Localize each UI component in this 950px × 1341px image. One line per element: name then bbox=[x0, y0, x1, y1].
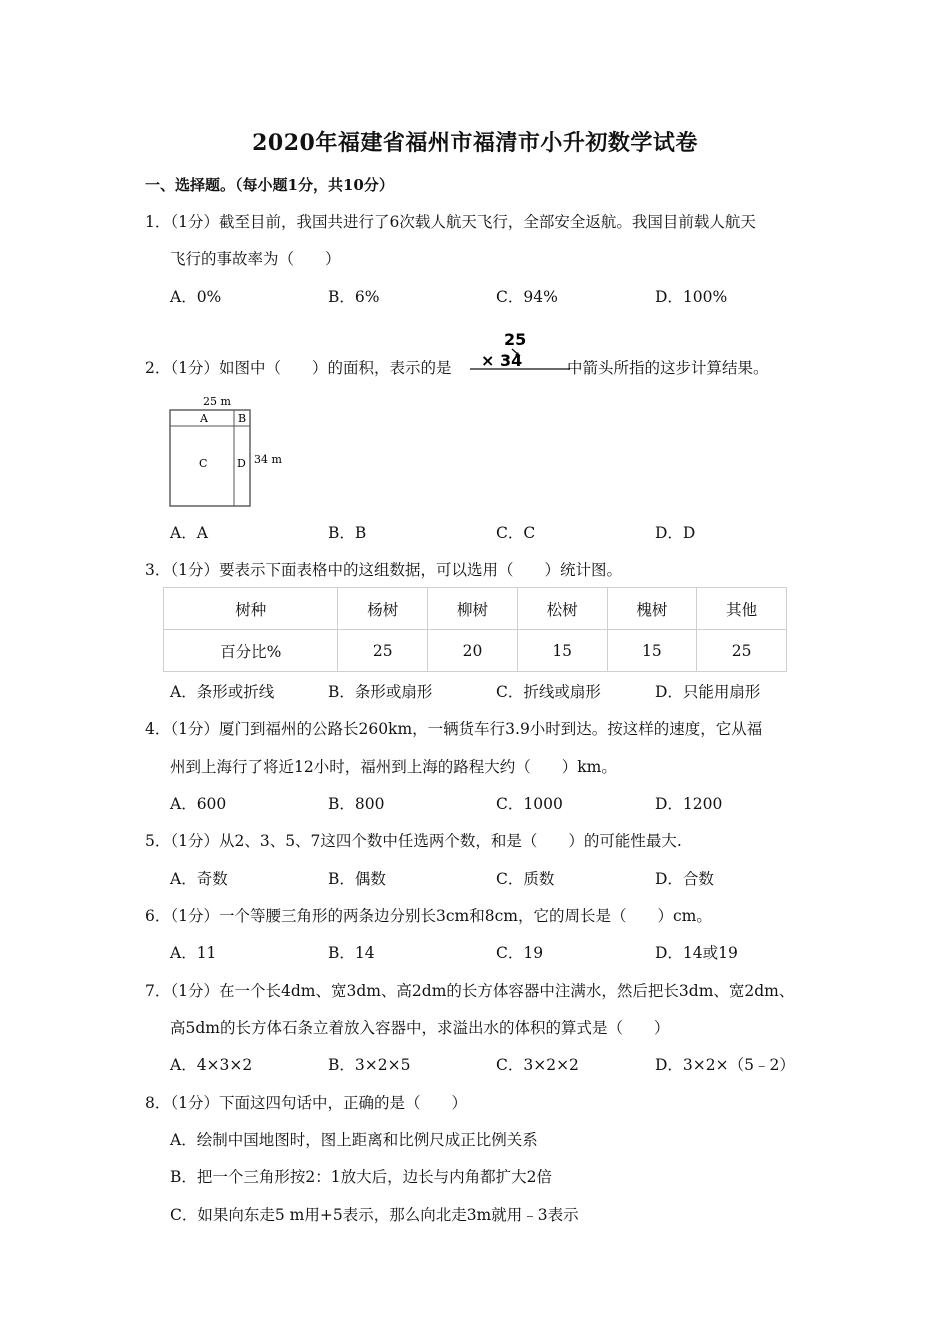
table-header-row bbox=[164, 588, 787, 630]
q8-option-b: B．把一个三角形按2：1放大后，边长与内角都扩大2倍 bbox=[170, 1168, 552, 1186]
multiplication-figure bbox=[470, 330, 570, 370]
q1-option-b: B．6% bbox=[328, 288, 380, 306]
question-7-line-2: 高5dm的长方体石条立着放入容器中，求溢出水的体积的算式是（ ） bbox=[170, 1019, 670, 1037]
table-header-cell: 杨树 bbox=[338, 588, 428, 630]
exam-title: 2020年福建省福州市福清市小升初数学试卷 bbox=[252, 130, 698, 156]
table-cell: 25 bbox=[697, 630, 787, 672]
q6-option-b: B．14 bbox=[328, 944, 375, 962]
region-d-label: D bbox=[237, 457, 246, 470]
q4-option-d: D．1200 bbox=[655, 795, 723, 813]
question-5-line-1: 5．（1分）从2、3、5、7这四个数中任选两个数，和是（ ）的可能性最大. bbox=[145, 832, 682, 850]
table-header-cell: 松树 bbox=[517, 588, 607, 630]
q3-option-d: D．只能用扇形 bbox=[655, 683, 761, 701]
q6-option-d: D．14或19 bbox=[655, 944, 738, 962]
question-4-line-1: 4．（1分）厦门到福州的公路长260km，一辆货车行3.9小时到达。按这样的速度，它从福 bbox=[145, 720, 763, 738]
q3-option-a: A．条形或折线 bbox=[170, 683, 275, 701]
figure-width-label: 25 m bbox=[203, 395, 231, 408]
q1-option-a: A．0% bbox=[170, 288, 222, 306]
table-cell: 15 bbox=[517, 630, 607, 672]
section-heading: 一、选择题。（每小题1分，共10分） bbox=[145, 176, 394, 194]
area-figure bbox=[160, 393, 290, 511]
question-6-line-1: 6．（1分）一个等腰三角形的两条边分别长3cm和8cm，它的周长是（ ）cm。 bbox=[145, 907, 712, 925]
figure-height-label: 34 m bbox=[254, 453, 282, 466]
region-a-label: A bbox=[200, 412, 208, 425]
q7-option-a: A．4×3×2 bbox=[170, 1056, 253, 1074]
q6-option-c: C．19 bbox=[496, 944, 544, 962]
q6-option-a: A．11 bbox=[170, 944, 217, 962]
table-header-cell: 槐树 bbox=[607, 588, 697, 630]
q3-option-c: C．折线或扇形 bbox=[496, 683, 601, 701]
mult-bottom-number: × 34 bbox=[481, 351, 523, 370]
q4-option-b: B．800 bbox=[328, 795, 385, 813]
q7-option-b: B．3×2×5 bbox=[328, 1056, 411, 1074]
data-table bbox=[163, 587, 787, 672]
table-row bbox=[164, 630, 787, 672]
question-3-line-1: 3．（1分）要表示下面表格中的这组数据，可以选用（ ）统计图。 bbox=[145, 561, 622, 579]
table-header-cell: 柳树 bbox=[428, 588, 518, 630]
q3-option-b: B．条形或扇形 bbox=[328, 683, 433, 701]
question-2-text-after: 中箭头所指的这步计算结果。 bbox=[567, 359, 769, 377]
q2-option-a: A．A bbox=[170, 524, 208, 542]
q5-option-b: B．偶数 bbox=[328, 870, 386, 888]
q1-option-d: D．100% bbox=[655, 288, 728, 306]
table-cell: 25 bbox=[338, 630, 428, 672]
region-c-label: C bbox=[199, 457, 208, 470]
question-2-text-before: 2．（1分）如图中（ ）的面积，表示的是 bbox=[145, 359, 452, 377]
q8-option-a: A．绘制中国地图时，图上距离和比例尺成正比例关系 bbox=[170, 1131, 538, 1149]
q7-option-d: D．3×2×（5﹣2） bbox=[655, 1056, 795, 1074]
table-cell: 15 bbox=[607, 630, 697, 672]
q5-option-d: D．合数 bbox=[655, 870, 714, 888]
table-cell: 百分比% bbox=[164, 630, 338, 672]
table-header-cell: 其他 bbox=[697, 588, 787, 630]
q7-option-c: C．3×2×2 bbox=[496, 1056, 579, 1074]
q5-option-a: A．奇数 bbox=[170, 870, 228, 888]
q1-option-c: C．94% bbox=[496, 288, 558, 306]
q2-option-d: D．D bbox=[655, 524, 696, 542]
question-4-line-2: 州到上海行了将近12小时，福州到上海的路程大约（ ）km。 bbox=[170, 758, 617, 776]
q5-option-c: C．质数 bbox=[496, 870, 555, 888]
q2-option-c: C．C bbox=[496, 524, 536, 542]
mult-top-number: 25 bbox=[504, 330, 527, 349]
q2-option-b: B．B bbox=[328, 524, 367, 542]
question-1-line-2: 飞行的事故率为（ ） bbox=[170, 250, 341, 268]
q8-option-c: C．如果向东走5 m用+5表示，那么向北走3m就用﹣3表示 bbox=[170, 1206, 579, 1224]
q4-option-a: A．600 bbox=[170, 795, 227, 813]
region-b-label: B bbox=[238, 412, 247, 425]
question-8-line-1: 8．（1分）下面这四句话中，正确的是（ ） bbox=[145, 1094, 467, 1112]
table-header-cell: 树种 bbox=[164, 588, 338, 630]
table-cell: 20 bbox=[428, 630, 518, 672]
q4-option-c: C．1000 bbox=[496, 795, 563, 813]
question-7-line-1: 7．（1分）在一个长4dm、宽3dm、高2dm的长方体容器中注满水，然后把长3dm、宽2dm、 bbox=[145, 982, 795, 1000]
question-1-line-1: 1．（1分）截至目前，我国共进行了6次载人航天飞行，全部安全返航。我国目前载人航天 bbox=[145, 213, 756, 231]
